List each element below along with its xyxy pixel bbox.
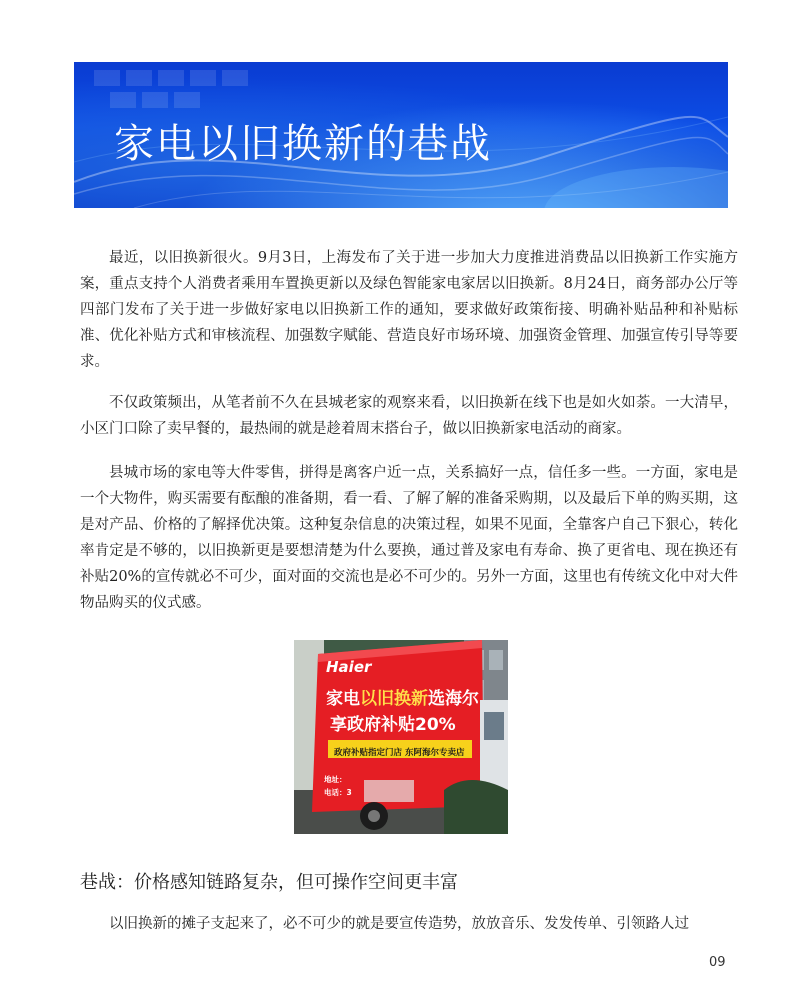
section-heading: 巷战：价格感知链路复杂，但可操作空间更丰富 [80,872,458,893]
slogan-suffix: 选海尔 [428,689,479,709]
paragraph-observation: 不仅政策频出，从笔者前不久在县城老家的观察来看，以旧换新在线下也是如火如荼。一大清早，小区门口除了卖早餐的，最热闹的就是趁着周末搭台子，做以旧换新家电活动的商家。 [80,395,738,437]
truck-phone-label: 电话：3 [324,788,352,797]
truck-slogan-line1 [326,684,479,709]
truck-store-banner: 政府补贴指定门店 东阿海尔专卖店 [334,748,465,758]
title-banner [74,62,728,208]
truck-photo [294,640,508,834]
truck-slogan-line2: 享政府补贴20% [330,715,456,735]
truck-brand-logo: Haier [326,658,372,676]
page-title: 家电以旧换新的巷战 [114,121,492,167]
paragraph-county-market: 县城市场的家电等大件零售，拼得是离客户近一点，关系搞好一点，信任多一些。一方面，家电是一个大物件，购买需要有酝酿的准备期，看一看、了解了解的准备采购期，以及最后下单的购买期，这是对产品、价格的了解择优决策。这种复杂信息的决策过程，如果不见面，全靠客户自己下狠心，转化率肯定是不够的，以旧换新更是要想清楚为什么要换，通过普及家电有寿命、换了更省电、现在换还有补贴20%的宣传就必不可少，面对面的交流也是必不可少的。另外一方面，这里也有传统文化中对大件物品购买的仪式感。 [80,465,738,611]
slogan-prefix: 家电 [326,689,360,709]
truck-address-label: 地址： [324,775,347,784]
page-number: 09 [709,955,726,970]
slogan-highlight: 以旧换新 [360,689,428,709]
paragraph-section-intro: 以旧换新的摊子支起来了，必不可少的就是要宣传造势，放放音乐、发发传单、引领路人过 [109,916,689,932]
paragraph-policy: 最近，以旧换新很火。9月3日，上海发布了关于进一步加大力度推进消费品以旧换新工作实施方案，重点支持个人消费者乘用车置换更新以及绿色智能家电家居以旧换新。8月24日，商务部办公厅等四部门发布了关于进一步做好家电以旧换新工作的通知，要求做好政策衔接、明确补贴品种和补贴标准、优化补贴方式和审核流程、加强数字赋能、营造良好市场环境、加强资金管理、加强宣传引导等要求。 [80,250,738,370]
